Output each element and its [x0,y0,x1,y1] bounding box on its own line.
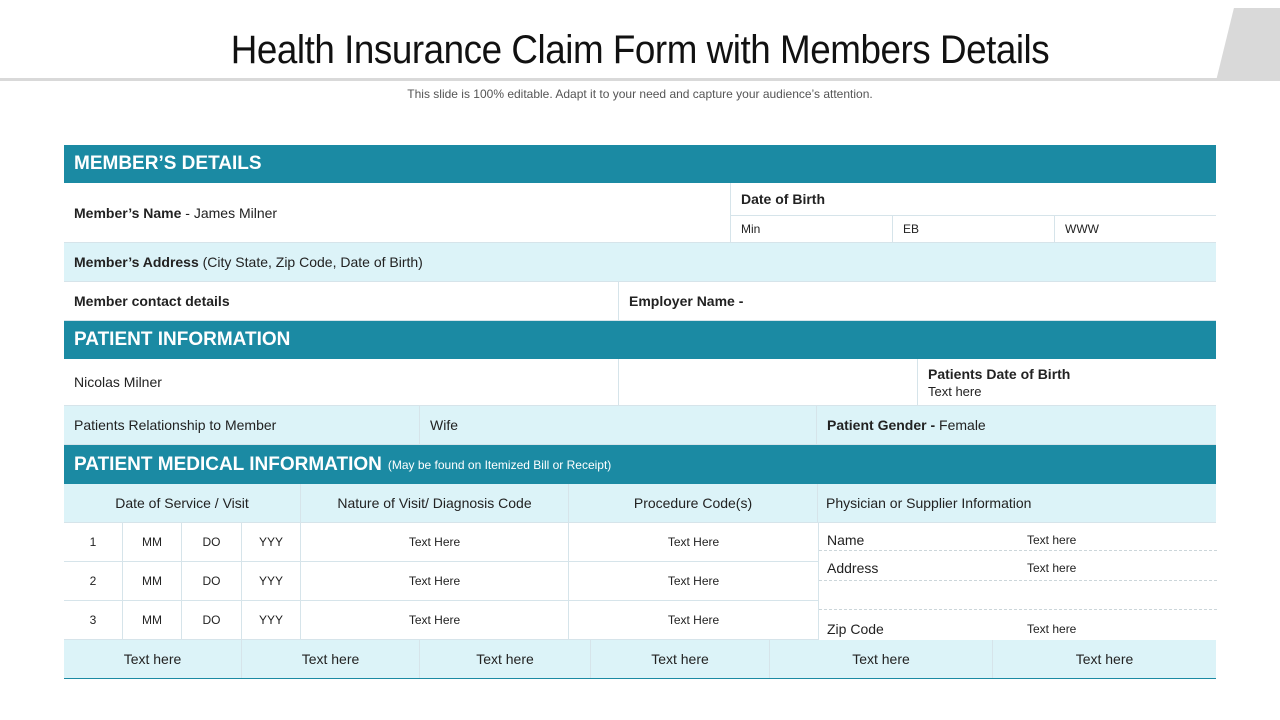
physician-address-value: Text here [1027,560,1077,575]
footer-cell[interactable]: Text here [770,640,993,678]
patient-gender-cell[interactable] [817,406,1216,444]
member-dob-cell [731,183,1216,242]
medical-column-headers [64,484,1216,523]
patient-gender-value: Female [935,417,986,433]
physician-zip-value: Text here [1027,622,1077,636]
page-title: Health Insurance Claim Form with Members Details [230,28,1050,72]
table-row [64,562,818,601]
medical-info-header [64,445,1216,484]
member-name-label: Member’s Name [74,204,182,221]
patient-info-heading: PATIENT INFORMATION [74,329,291,350]
footer-cell[interactable]: Text here [591,640,770,678]
member-address-label: Member’s Address [74,254,199,270]
title-underline [0,78,1240,81]
member-contact-cell[interactable]: Member contact details [64,282,619,320]
member-name-value: - James Milner [181,204,278,221]
patient-dob-value: Text here [928,383,982,399]
members-details-heading: MEMBER’S DETAILS [74,153,262,174]
footer-cell[interactable]: Text here [64,640,242,678]
col-physician: Physician or Supplier Information [826,495,1032,511]
footer-cell[interactable]: Text here [242,640,420,678]
physician-info [818,523,1216,640]
physician-name-label: Name [827,531,865,548]
employer-name-cell[interactable]: Employer Name - [629,293,744,309]
row-diagnosis[interactable]: Text Here [301,523,569,561]
row-procedure[interactable]: Text Here [667,613,720,627]
row-number: 3 [64,601,123,639]
form-bottom-border [64,678,1216,679]
dob-month-field[interactable]: Min [731,216,893,242]
members-details-header [64,145,1216,183]
patient-name-cell[interactable]: Nicolas Milner [64,359,619,405]
row-year[interactable]: YYY [242,523,301,561]
medical-footer-row [64,640,1216,678]
footer-cell[interactable]: Text here [1075,651,1134,667]
service-rows [64,523,818,640]
patient-dob-cell[interactable] [918,359,1216,405]
physician-zip-label: Zip Code [827,621,884,637]
dob-day-field[interactable]: EB [893,216,1055,242]
row-diagnosis[interactable]: Text Here [301,601,569,639]
member-name-row [64,183,1216,243]
row-month[interactable]: MM [123,523,182,561]
member-contact-row [64,282,1216,321]
row-year[interactable]: YYY [242,562,301,600]
physician-zip-row[interactable] [819,610,1217,640]
medical-info-note: (May be found on Itemized Bill or Receipt) [387,457,612,472]
patient-gender-label: Patient Gender - [827,417,936,433]
row-year[interactable]: YYY [242,601,301,639]
medical-body [64,523,1216,640]
footer-cell[interactable]: Text here [420,640,591,678]
row-day[interactable]: DO [182,562,242,600]
row-month[interactable]: MM [123,601,182,639]
medical-info-heading: PATIENT MEDICAL INFORMATION [74,453,382,475]
row-day[interactable]: DO [182,601,242,639]
patient-relationship-row [64,406,1216,445]
row-day[interactable]: DO [182,523,242,561]
relationship-label: Patients Relationship to Member [64,406,420,444]
patient-dob-label: Patients Date of Birth [928,365,1071,382]
physician-address-line2[interactable] [819,581,1217,610]
physician-name-row[interactable] [819,523,1217,551]
row-number: 2 [64,562,123,600]
physician-address-row[interactable] [819,551,1217,581]
row-month[interactable]: MM [123,562,182,600]
dob-year-field[interactable]: WWW [1065,222,1099,236]
member-dob-label: Date of Birth [731,183,1216,216]
patient-info-header [64,321,1216,359]
row-procedure[interactable]: Text Here [667,535,720,549]
member-address-hint: (City State, Zip Code, Date of Birth) [198,254,423,270]
col-procedure: Procedure Code(s) [569,484,818,522]
member-dob-fields [731,216,1216,242]
col-diagnosis: Nature of Visit/ Diagnosis Code [301,484,569,522]
member-address-cell[interactable] [64,243,1216,281]
member-name-cell[interactable] [64,183,731,242]
table-row [64,523,818,562]
col-date-of-service: Date of Service / Visit [64,484,301,522]
physician-name-value: Text here [1027,532,1077,547]
page-subtitle: This slide is 100% editable. Adapt it to your need and capture your audience’s attention. [407,87,873,101]
patient-blank-cell[interactable] [619,359,918,405]
patient-name-row [64,359,1216,406]
relationship-value[interactable]: Wife [420,406,817,444]
table-row [64,601,818,640]
member-address-row [64,243,1216,282]
row-procedure[interactable]: Text Here [667,574,720,588]
row-diagnosis[interactable]: Text Here [301,562,569,600]
row-number: 1 [64,523,123,561]
physician-address-label: Address [827,559,879,576]
